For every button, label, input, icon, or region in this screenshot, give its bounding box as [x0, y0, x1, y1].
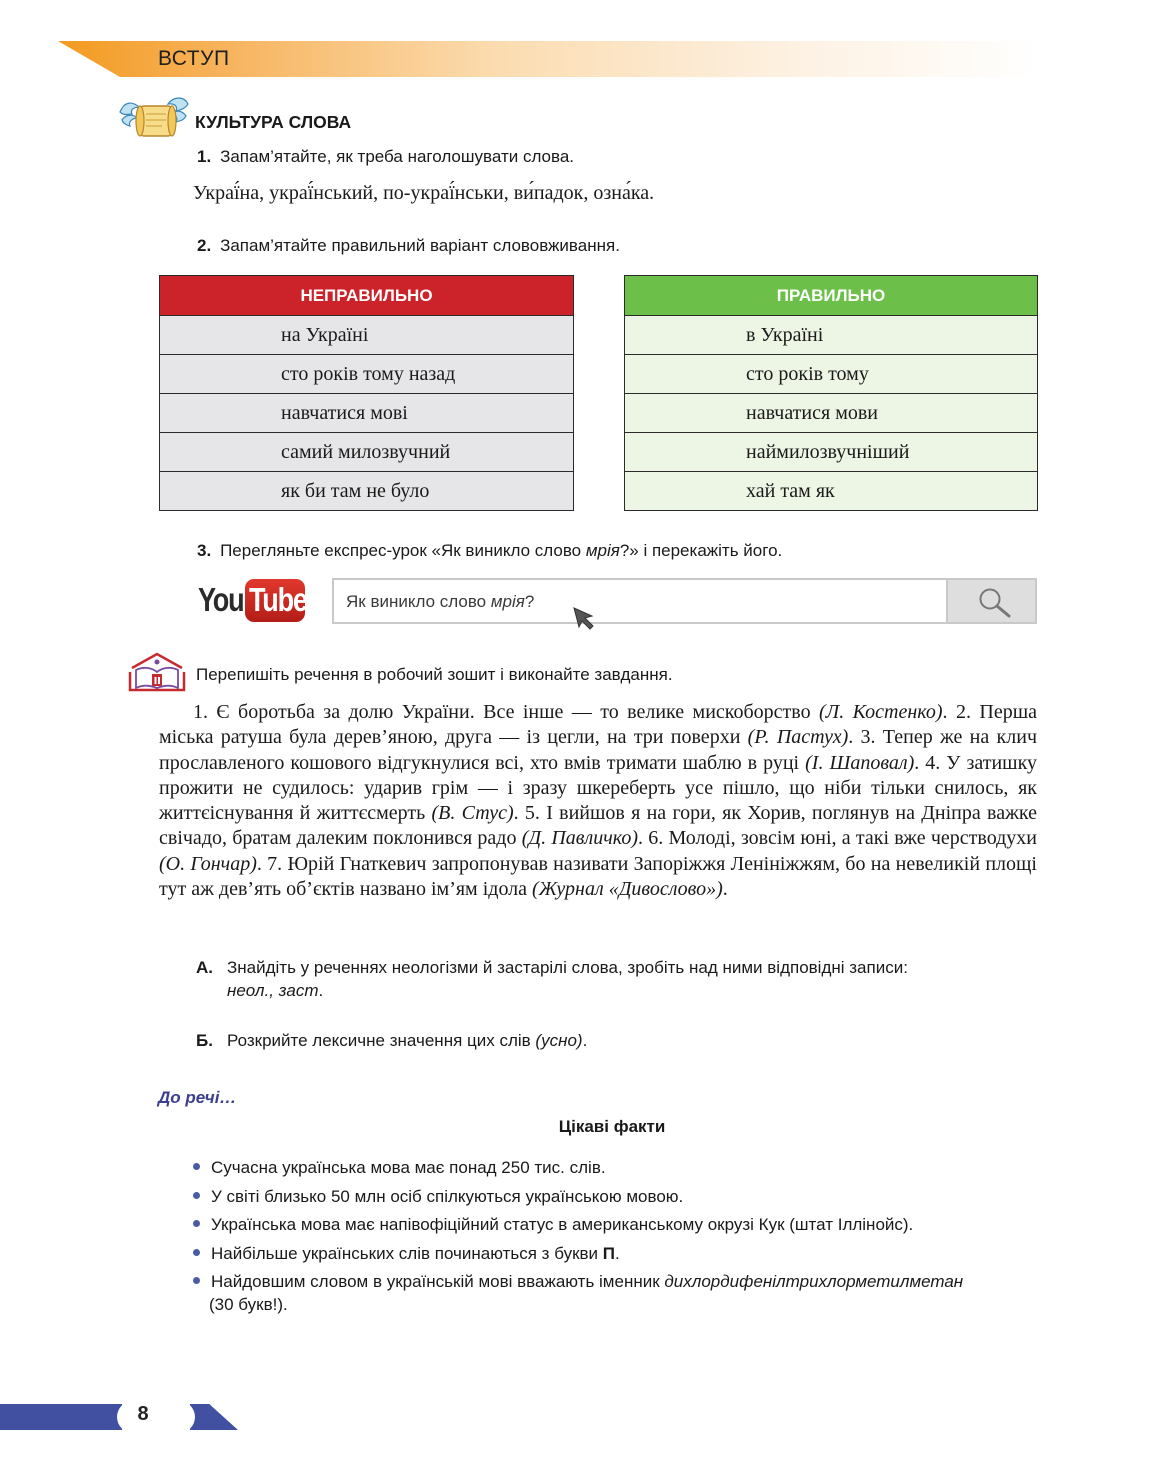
- search-query-italic: мрія: [490, 592, 525, 611]
- subtask-text: Знайдіть у реченнях неологізми й застарілі слова, зробіть над ними відповідні записи:: [227, 958, 908, 977]
- page-number-bar: [0, 1404, 122, 1430]
- task-text: Запам’ятайте, як треба наголошувати слова.: [220, 147, 575, 166]
- sentence-text: 1. Є боротьба за долю України. Все інше — то велике мискоборство: [193, 701, 820, 723]
- sentence-text: . 7. Юрій Гнаткевич запропонував називати Запоріжжя Ленініжжям, бо на невеликій площі тут аж дев’ять об’єктів названо ім’ям ідола: [159, 852, 1037, 901]
- page-number: 8: [137, 1403, 149, 1425]
- fact-text: У світі близько 50 млн осіб спілкуються українською мовою.: [211, 1187, 684, 1206]
- task-text-italic: мрія: [585, 541, 620, 560]
- task-number: 1.: [197, 147, 212, 166]
- task-text-part: ?» і перекажіть його.: [619, 541, 783, 560]
- fact-end: .: [614, 1244, 620, 1263]
- task-2: [197, 236, 620, 256]
- task-number: 2.: [197, 236, 212, 255]
- search-query: [346, 592, 534, 612]
- fact-text: Сучасна українська мова має понад 250 тис. слів.: [211, 1158, 606, 1177]
- bullet-icon: [193, 1163, 200, 1170]
- table-header-wrong: НЕПРАВИЛЬНО: [160, 276, 574, 316]
- fact-italic: дихлордифенілтрихлорметилметан: [664, 1272, 964, 1291]
- sentence-author: (Р. Пастух): [747, 726, 849, 749]
- subtask-a: [196, 956, 1038, 1002]
- task-1: [197, 147, 574, 167]
- sentence-text: . 2. Перша міська ратуша була дерев’яною, друга — із цегли, на три поверхи: [159, 701, 1037, 749]
- bullet-icon: [193, 1249, 200, 1256]
- table-row: сто років тому: [625, 355, 1038, 394]
- workbook-house-icon: [126, 650, 188, 694]
- correct-usage-table: [624, 275, 1038, 511]
- task-number: 3.: [197, 541, 212, 560]
- sentence-text: . 4. У затишку прожити не судилось: ударив грім — і зразу шкереберть усе пішло, що ніби тільки снилось, як життєіснування й життєсмерть: [159, 751, 1038, 825]
- bullet-icon: [193, 1220, 200, 1227]
- sentence-author: (Л. Костенко): [819, 701, 943, 723]
- table-row: на Україні: [160, 316, 574, 355]
- fact-bold: П: [602, 1244, 615, 1263]
- search-button[interactable]: [948, 578, 1037, 624]
- bullet-icon: [193, 1277, 200, 1284]
- accent-words: Украї́на, украї́нський, по-украї́нськи, ви́падок, озна́ка.: [193, 182, 655, 204]
- sentence-author: (Журнал «Дивослово»): [532, 878, 723, 901]
- search-query-part: ?: [524, 592, 535, 611]
- subtask-text: Розкрийте лексичне значення цих слів: [227, 1031, 536, 1050]
- table-row: навчатися мови: [625, 394, 1038, 433]
- sentence-author: (Д. Павличко): [521, 827, 638, 850]
- table-row: хай там як: [625, 472, 1038, 511]
- sentence-author: (В. Стус): [431, 802, 514, 825]
- fact-text: Найдовшим словом в українській мові вважають іменник: [211, 1272, 665, 1291]
- subtask-end: .: [582, 1031, 588, 1050]
- sentence-text: . 5. І вийшов я на гори, як Хорив, поглянув на Дніпра важке свічадо, братам далеким поклонився радо: [159, 802, 1037, 850]
- mouse-cursor-icon: [572, 606, 598, 632]
- table-row: сто років тому назад: [160, 355, 574, 394]
- search-query-part: Як виникло слово: [346, 592, 491, 611]
- sentence-text: . 3. Тепер же на клич прославленого кошового відгукнулися всі, хто вмів тримати шаблю в руці: [159, 726, 1037, 774]
- youtube-logo-tube: Tube: [249, 581, 307, 618]
- sentence-author: (І. Шаповал): [805, 751, 915, 774]
- table-row: як би там не було: [160, 472, 574, 511]
- list-item: [193, 1213, 913, 1236]
- facts-title: Цікаві факти: [558, 1117, 666, 1136]
- list-item: [193, 1156, 606, 1179]
- task-text: Запам’ятайте правильний варіант слововживання.: [220, 236, 620, 255]
- sentence-text: . 6. Молоді, зовсім юні, а такі вже черстводухи: [638, 827, 1038, 850]
- task-text-part: Перегляньте експрес-урок «Як виникло слово: [220, 541, 586, 560]
- subtask-b: [196, 1029, 587, 1052]
- exercise-instruction: Перепишіть речення в робочий зошит і виконайте завдання.: [196, 665, 673, 684]
- youtube-logo[interactable]: [196, 579, 308, 623]
- by-the-way-label: До речі…: [158, 1088, 237, 1107]
- bullet-icon: [193, 1192, 200, 1199]
- page-number-arrow: [190, 1404, 238, 1430]
- table-row: в Україні: [625, 316, 1038, 355]
- sentence-text: .: [722, 878, 728, 901]
- search-icon: [977, 586, 1013, 620]
- culture-title: КУЛЬТУРА СЛОВА: [195, 112, 352, 132]
- subtask-letter: Б.: [196, 1031, 213, 1050]
- subtask-letter: А.: [196, 958, 213, 977]
- section-header-title: ВСТУП: [158, 47, 230, 70]
- subtask-italic: (усно): [535, 1031, 583, 1050]
- subtask-italic: неол., заст: [227, 981, 319, 1000]
- fact-text: Українська мова має напівофіційний статус в американському окрузі Кук (штат Іллінойс).: [211, 1215, 914, 1234]
- list-item: [193, 1270, 1043, 1316]
- exercise-sentences: [159, 700, 1037, 902]
- subtask-end: .: [318, 981, 324, 1000]
- table-row: навчатися мові: [160, 394, 574, 433]
- table-row: наймилозвучніший: [625, 433, 1038, 472]
- fact-text: Найбільше українських слів починаються з букви: [211, 1244, 603, 1263]
- task-3: [197, 541, 782, 561]
- youtube-logo-you: You: [198, 581, 244, 618]
- table-header-right: ПРАВИЛЬНО: [625, 276, 1038, 316]
- list-item: [193, 1185, 683, 1208]
- incorrect-usage-table: [159, 275, 574, 511]
- scroll-wings-icon: [118, 94, 190, 146]
- fact-end: (30 букв!).: [209, 1295, 288, 1314]
- list-item: [193, 1242, 620, 1265]
- sentence-author: (О. Гончар): [159, 852, 257, 875]
- table-row: самий милозвучний: [160, 433, 574, 472]
